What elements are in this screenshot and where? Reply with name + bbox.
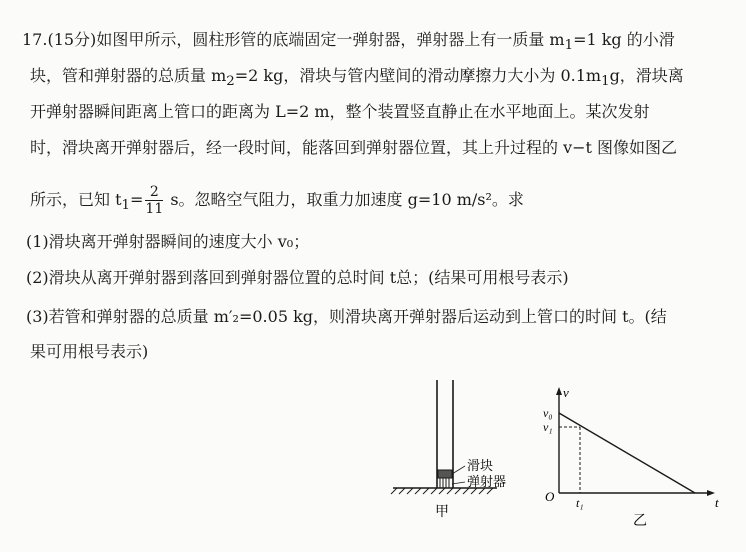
slider-leader bbox=[452, 466, 465, 474]
question-3-cont: 果可用根号表示) bbox=[30, 342, 149, 361]
label-v0: v₀ bbox=[543, 406, 553, 420]
fraction: $\frac{2}{11}$ bbox=[145, 184, 164, 217]
question-1: (1)滑块离开弹射器瞬间的速度大小 v₀； bbox=[26, 232, 310, 251]
problem-line-4: 时，滑块离开弹射器后，经一段时间，能落回到弹射器位置，其上升过程的 v−t 图像如图乙 bbox=[30, 138, 678, 157]
problem-number: 17. bbox=[22, 30, 48, 49]
problem-points: (15分) bbox=[47, 30, 97, 49]
v-axis-arrow bbox=[556, 387, 562, 395]
figure-a bbox=[385, 380, 530, 540]
slider-block bbox=[438, 470, 452, 478]
label-v1: v₁ bbox=[543, 420, 553, 434]
caption-a: 甲 bbox=[435, 504, 449, 520]
problem-line-2: 块，管和弹射器的总质量 $m_2=2$ kg，滑块与管内壁间的滑动摩擦力大小为 $0.1m_1g$，滑块离 bbox=[30, 66, 684, 90]
label-t: t bbox=[715, 495, 719, 510]
label-origin: O bbox=[545, 489, 555, 504]
figure-b bbox=[535, 385, 735, 545]
label-t1: t₁ bbox=[576, 496, 584, 510]
problem-line-5: 所示，已知 $t_1=$ $\frac{2}{11}$ s。忽略空气阻力，取重力加速度 g=10 m/s²。求 bbox=[30, 184, 524, 217]
label-slider: 滑块 bbox=[467, 459, 494, 474]
label-launcher: 弹射器 bbox=[467, 475, 507, 490]
label-v: v bbox=[563, 385, 569, 400]
problem-line-1: 17.(15分)如图甲所示，圆柱形管的底端固定一弹射器，弹射器上有一质量 $m_1=1$ kg 的小滑 bbox=[22, 30, 675, 54]
t-axis-arrow bbox=[707, 490, 715, 496]
question-2: (2)滑块从离开弹射器到落回到弹射器位置的总时间 t总；(结果可用根号表示) bbox=[26, 268, 569, 287]
caption-b: 乙 bbox=[633, 513, 647, 529]
launcher-spring bbox=[440, 478, 449, 488]
v-t-line bbox=[559, 413, 695, 493]
launcher-leader bbox=[452, 482, 465, 484]
question-3: (3)若管和弹射器的总质量 m′₂=0.05 kg，则滑块离开弹射器后运动到上管口的时间 t。(结 bbox=[26, 307, 667, 326]
problem-line-3: 开弹射器瞬间距离上管口的距离为 L=2 m，整个装置竖直静止在水平地面上。某次发射 bbox=[30, 102, 650, 121]
